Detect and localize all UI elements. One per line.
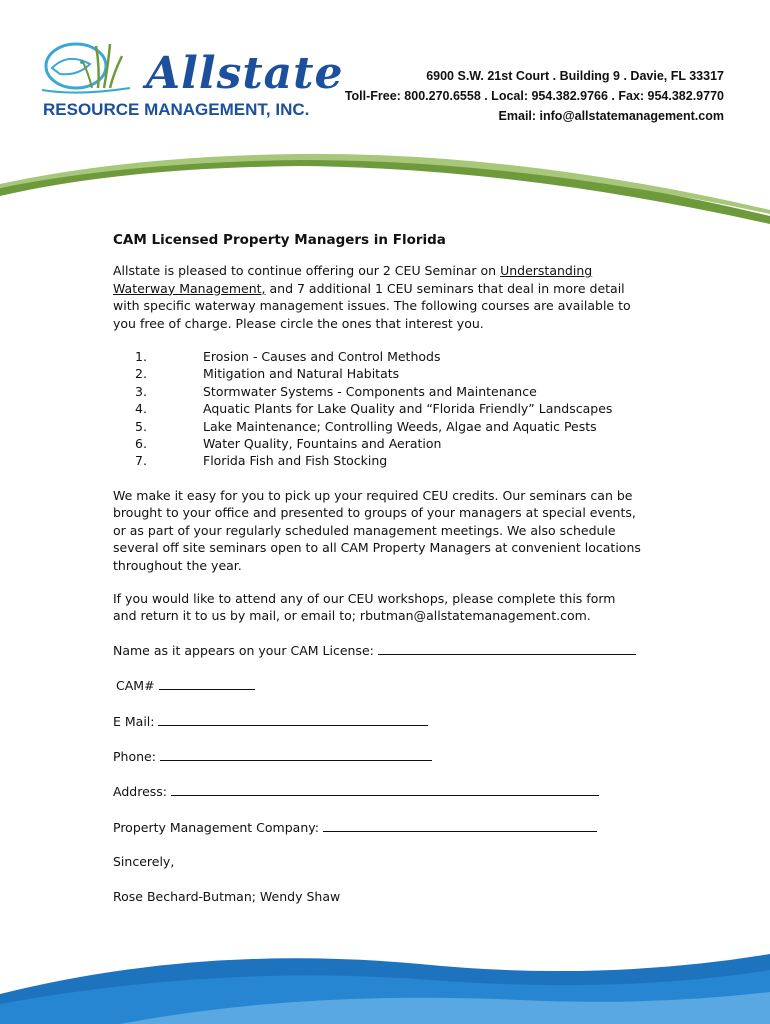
company-email: Email: info@allstatemanagement.com [498,109,724,123]
intro-text-after: and 7 additional 1 CEU seminars that deal in more detail with specific waterway management issues. The following courses are available to you free of charge. Please circle the ones that interest you. [113,280,631,331]
paragraph-ceu-credits: We make it easy for you to pick up your required CEU credits. Our seminars can be brought to your office and presented to groups of your managers at special events, or as part of your regularly scheduled management meetings. We also schedule several off site seminars open to all CAM Property Managers at convenient locations throughout the year. [113,487,641,573]
brand-subtitle: RESOURCE MANAGEMENT, INC. [43,100,310,119]
phone-label: Phone: [113,748,156,764]
course-title: Erosion - Causes and Control Methods [203,349,441,365]
paragraph-attend: If you would like to attend any of our CEU workshops, please complete this form and return it to us by mail, or email to; rbutman@allstatemanagement.com. [113,590,616,624]
list-item [113,452,641,469]
list-item [113,348,641,365]
course-number: 2. [135,366,147,382]
list-item [113,435,641,452]
course-title: Stormwater Systems - Components and Maintenance [203,383,537,399]
company-logo [38,38,344,128]
address-field [113,782,641,800]
course-title: Florida Fish and Fish Stocking [203,453,388,469]
course-list [113,348,641,470]
closing: Sincerely, [113,854,175,870]
address-blank[interactable] [171,782,599,796]
signers: Rose Bechard-Butman; Wendy Shaw [113,888,341,904]
company-phones: Toll-Free: 800.270.6558 . Local: 954.382.9766 . Fax: 954.382.9770 [344,89,724,103]
fish-and-reeds-icon [38,38,148,100]
intro-text-before: Allstate is pleased to continue offering our 2 CEU Seminar on [113,263,501,279]
seminar-link[interactable]: Understanding Waterway Management, [113,263,593,296]
list-item [113,400,641,417]
email-field [113,712,641,730]
course-number: 5. [135,418,147,434]
phone-blank[interactable] [160,747,432,761]
course-title: Lake Maintenance; Controlling Weeds, Algae and Aquatic Pests [203,418,597,434]
name-label: Name as it appears on your CAM License: [113,642,374,658]
list-item [113,365,641,382]
letter-title: CAM Licensed Property Managers in Florida [113,232,446,248]
course-title: Aquatic Plants for Lake Quality and “Florida Friendly” Landscapes [203,401,613,417]
company-label: Property Management Company: [113,819,319,835]
course-number: 4. [135,401,147,417]
brand-name: Allstate [146,48,344,99]
course-number: 3. [135,383,147,399]
header-swoosh [0,150,770,230]
name-field [113,641,641,659]
cam-label: CAM# [116,678,155,694]
letter-body [113,232,641,922]
list-item [113,383,641,400]
company-blank[interactable] [323,818,597,832]
email-blank[interactable] [158,712,428,726]
list-item [113,418,641,435]
cam-blank[interactable] [159,676,255,690]
course-title: Mitigation and Natural Habitats [203,366,400,382]
course-number: 1. [135,349,147,365]
footer-wave [0,934,770,1024]
cam-field [113,676,641,694]
course-number: 6. [135,436,147,452]
company-field [113,818,641,836]
course-title: Water Quality, Fountains and Aeration [203,436,442,452]
intro-paragraph [113,262,641,332]
contact-block [345,66,724,126]
phone-field [113,747,641,765]
address-label: Address: [113,784,167,800]
course-number: 7. [135,453,147,469]
company-address: 6900 S.W. 21st Court . Building 9 . Davie, FL 33317 [426,69,724,83]
name-blank[interactable] [378,641,636,655]
email-label: E Mail: [113,713,155,729]
